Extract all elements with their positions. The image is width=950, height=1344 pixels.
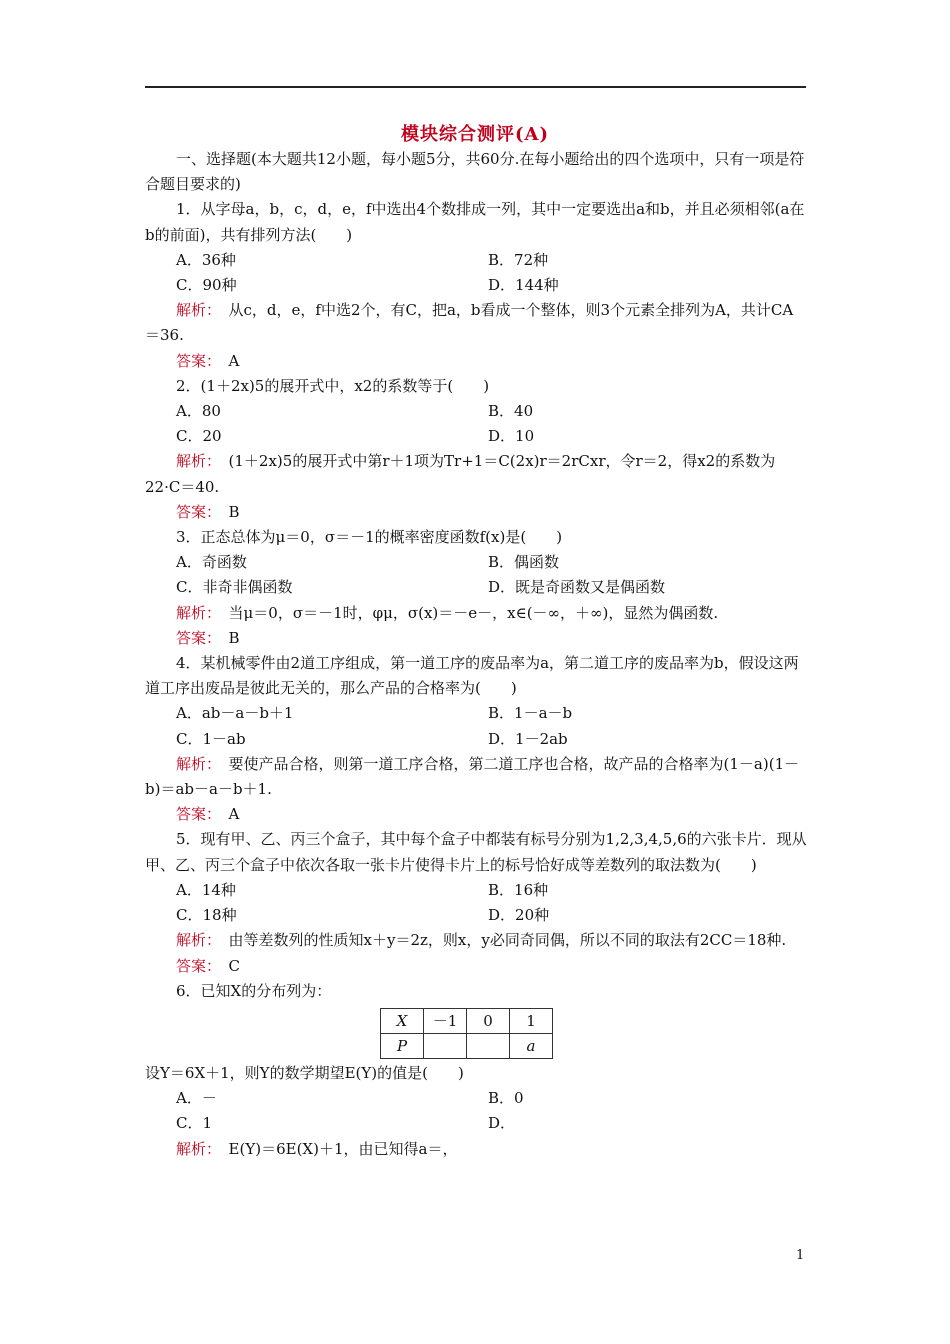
answer-label: 答案： — [176, 502, 214, 521]
question-4-analysis: 解析： 要使产品合格，则第一道工序合格，第二道工序也合格，故产品的合格率为(1－a)(1－b)＝ab－a－b＋1. — [145, 754, 800, 799]
option: D．20种 — [488, 906, 550, 925]
question-1-answer: 答案： A — [176, 351, 240, 370]
question-3-answer: 答案： B — [176, 628, 240, 647]
question-6-stem: 6．已知X的分布列为： — [176, 981, 332, 1000]
option: D．1－2ab — [488, 729, 568, 748]
answer-label: 答案： — [176, 628, 214, 647]
question-3-stem: 3．正态总体为μ＝0，σ＝－1的概率密度函数f(x)是( ) — [176, 528, 563, 547]
section-heading: 一、选择题(本大题共12小题，每小题5分，共60分.在每小题给出的四个选项中，只有一项是符合题目要求的) — [145, 150, 805, 194]
page-title: 模块综合测评(A) — [401, 124, 549, 145]
question-3-options-row-1 — [145, 550, 807, 575]
question-1-analysis: 解析： 从c，d，e，f中选2个，有C，把a，b看成一个整体，则3个元素全排列为A，共计CA＝36. — [145, 301, 794, 345]
question-2-answer: 答案： B — [176, 502, 240, 521]
option: B．40 — [488, 402, 534, 421]
answer-label: 答案： — [176, 956, 214, 975]
question-5-options-row-1 — [145, 878, 807, 903]
question-5-analysis: 解析： 由等差数列的性质知x＋y＝2z，则x，y必同奇同偶，所以不同的取法有2CC＝18种. — [176, 931, 787, 950]
question-5-options-row-2 — [145, 903, 807, 928]
option: A．－ — [176, 1089, 217, 1108]
question-3-options-row-2 — [145, 575, 807, 600]
table-cell: －1 — [424, 1008, 467, 1033]
option: C．非奇非偶函数 — [176, 578, 293, 597]
table-row — [381, 1033, 553, 1058]
table-cell: X — [381, 1008, 424, 1033]
question-6-options-row-2 — [145, 1111, 807, 1136]
question-6-options-row-1 — [145, 1086, 807, 1111]
question-3-analysis: 解析： 当μ＝0，σ＝－1时，φμ，σ(x)＝－e－，x∈(－∞，＋∞)，显然为偶函数. — [176, 603, 719, 622]
question-4-options-row-1 — [145, 701, 807, 726]
option: B．72种 — [488, 250, 549, 269]
option: A．80 — [176, 402, 221, 421]
document-body — [145, 147, 807, 1162]
analysis-label: 解析： — [176, 1139, 214, 1158]
distribution-table — [380, 1008, 553, 1059]
option: D．10 — [488, 427, 535, 446]
question-1-stem: 1．从字母a，b，c，d，e，f中选出4个数排成一列，其中一定要选出a和b，并且必须相邻(a在b的前面)，共有排列方法( ) — [145, 200, 805, 244]
table-cell: a — [510, 1033, 553, 1058]
option: D．既是奇函数又是偶函数 — [488, 578, 666, 597]
analysis-label: 解析： — [176, 301, 214, 320]
question-2-analysis: 解析： (1＋2x)5的展开式中第r＋1项为Tr+1＝C(2x)r＝2rCxr，令r＝2，得x2的系数为22·C＝40. — [145, 452, 776, 496]
table-cell: P — [381, 1033, 424, 1058]
analysis-label: 解析： — [176, 754, 214, 773]
question-4-stem: 4．某机械零件由2道工序组成，第一道工序的废品率为a，第二道工序的废品率为b，假设这两道工序出废品是彼此无关的，那么产品的合格率为( ) — [145, 654, 799, 698]
question-5-stem: 5．现有甲、乙、丙三个盒子，其中每个盒子中都装有标号分别为1,2,3,4,5,6的六张卡片．现从甲、乙、丙三个盒子中依次各取一张卡片使得卡片上的标号恰好成等差数列的取法数为( ) — [145, 830, 807, 874]
question-2-options-row-1 — [145, 399, 807, 424]
answer-label: 答案： — [176, 351, 214, 370]
analysis-label: 解析： — [176, 452, 214, 471]
question-1-options-row-1 — [145, 248, 807, 273]
question-1-options-row-2 — [145, 273, 807, 298]
analysis-label: 解析： — [176, 603, 214, 622]
option: B．1－a－b — [488, 704, 573, 723]
question-4-options-row-2 — [145, 727, 807, 752]
option: B．16种 — [488, 880, 549, 899]
table-cell: 1 — [510, 1008, 553, 1033]
option: B．偶函数 — [488, 553, 560, 572]
option: D． — [488, 1114, 516, 1133]
option: A．ab－a－b＋1 — [176, 704, 294, 723]
option: C．20 — [176, 427, 222, 446]
option: A．奇函数 — [176, 553, 247, 572]
option: C．90种 — [176, 276, 237, 295]
question-2-stem: 2．(1＋2x)5的展开式中，x2的系数等于( ) — [176, 376, 490, 395]
option: B．0 — [488, 1089, 524, 1108]
answer-label: 答案： — [176, 805, 214, 824]
question-4-answer: 答案： A — [176, 805, 240, 824]
option: C．1－ab — [176, 729, 246, 748]
table-cell — [424, 1033, 467, 1058]
question-6-analysis: 解析： E(Y)＝6E(X)＋1，由已知得a＝， — [176, 1139, 458, 1158]
option: A．14种 — [176, 880, 236, 899]
analysis-label: 解析： — [176, 931, 214, 950]
question-5-answer: 答案： C — [176, 956, 241, 975]
page-number: 1 — [796, 1248, 805, 1263]
table-row — [381, 1008, 553, 1033]
option: C．1 — [176, 1114, 213, 1133]
option: C．18种 — [176, 906, 237, 925]
option: D．144种 — [488, 276, 559, 295]
table-cell: 0 — [467, 1008, 510, 1033]
option: A．36种 — [176, 250, 236, 269]
header-rule — [145, 86, 806, 88]
question-6-stem-continued: 设Y＝6X＋1，则Y的数学期望E(Y)的值是( ) — [145, 1063, 464, 1082]
question-2-options-row-2 — [145, 424, 807, 449]
table-cell — [467, 1033, 510, 1058]
